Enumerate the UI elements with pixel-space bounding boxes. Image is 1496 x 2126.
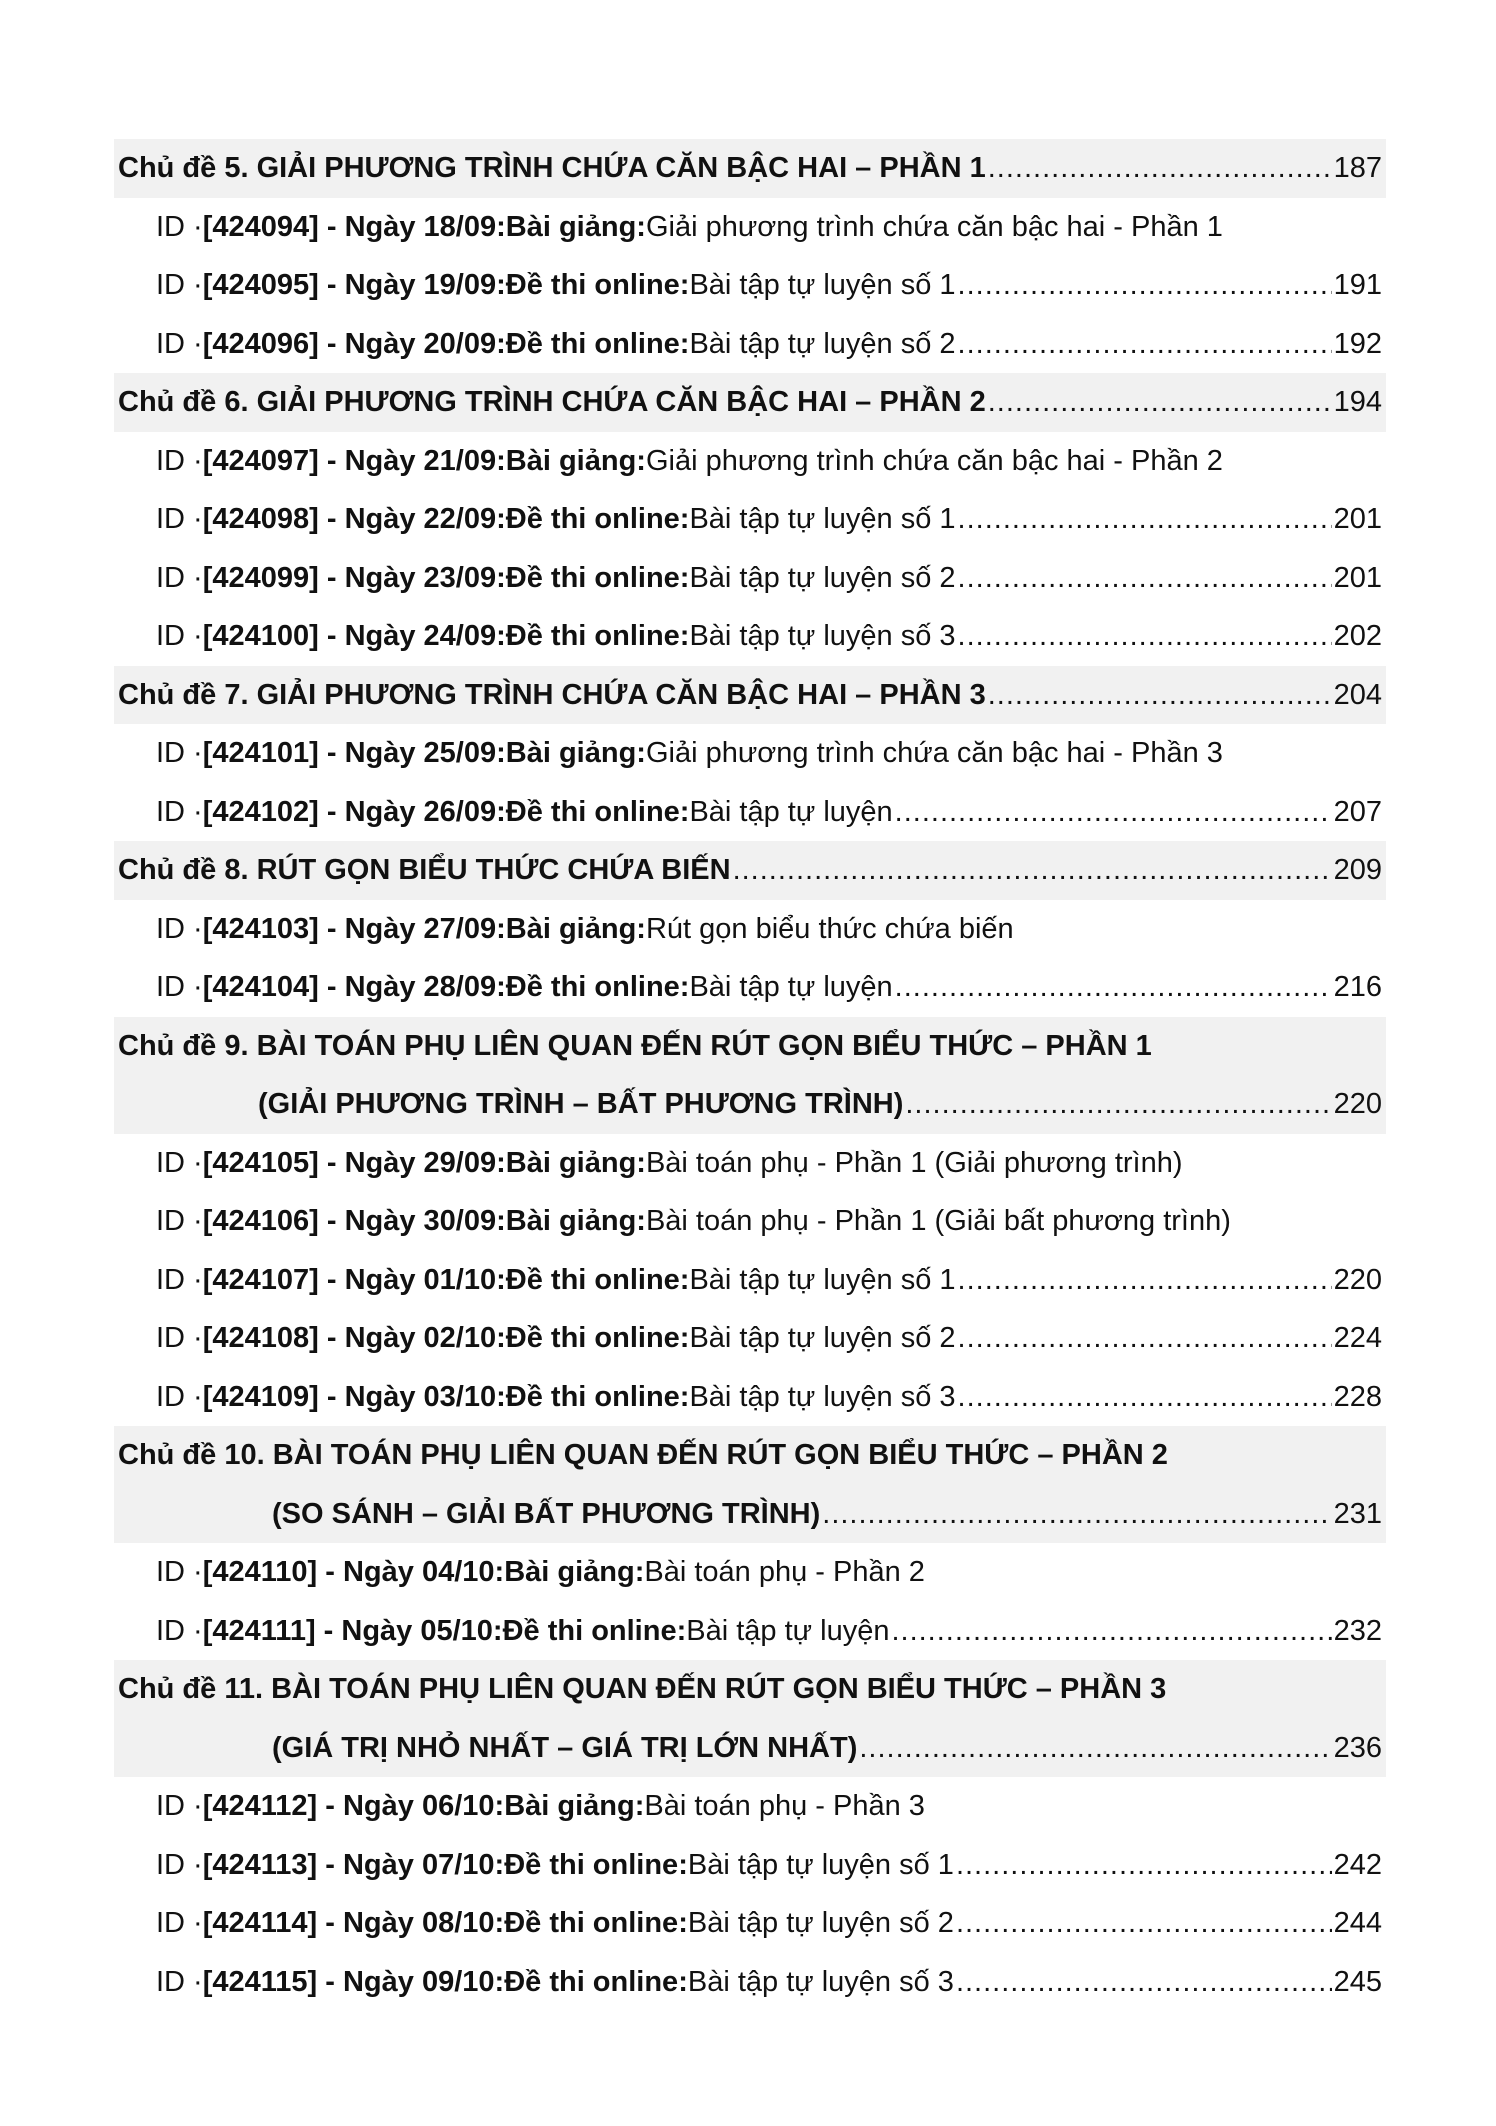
page-number: 207 [1333, 795, 1382, 828]
dot-leader [891, 1602, 1331, 1661]
lesson-kind: Đề thi online: [502, 1614, 687, 1647]
toc-chapter-heading-continued[interactable] [114, 1719, 1386, 1778]
lesson-kind: Đề thi online: [505, 561, 690, 594]
lesson-code-date: [424101] - Ngày 25/09: [202, 737, 506, 769]
toc-chapter-heading[interactable] [114, 666, 1386, 725]
lesson-code-date: [424098] - Ngày 22/09: [202, 503, 506, 535]
lesson-kind: Đề thi online: [504, 1907, 688, 1939]
lesson-title: Giải phương trình chứa căn bậc hai - Phần 1 [645, 210, 1223, 243]
toc-chapter-heading[interactable] [114, 139, 1386, 198]
lesson-kind: Đề thi online: [505, 1322, 690, 1354]
lesson-title: Bài tập tự luyện số 2 [689, 1322, 956, 1354]
lesson-kind: Đề thi online: [505, 971, 690, 1003]
chapter-title: Chủ đề 5. GIẢI PHƯƠNG TRÌNH CHỨA CĂN BẬC HAI – PHẦN 1 [118, 152, 986, 184]
lesson-id-prefix: ID · [156, 210, 203, 243]
lesson-code-date: [424099] - Ngày 23/09: [202, 561, 506, 594]
page-number: 201 [1333, 561, 1382, 594]
lesson-kind: Đề thi online: [505, 795, 690, 828]
lesson-kind: Đề thi online: [505, 503, 690, 535]
lesson-id-prefix: ID · [156, 327, 203, 360]
lesson-id-prefix: ID · [156, 561, 203, 594]
lesson-title: Bài tập tự luyện [689, 795, 893, 828]
toc-lesson-entry[interactable] [114, 1251, 1386, 1310]
lesson-title: Bài tập tự luyện số 1 [689, 269, 956, 301]
dot-leader [733, 841, 1332, 900]
chapter-title: (GIẢI PHƯƠNG TRÌNH – BẤT PHƯƠNG TRÌNH) [258, 1088, 904, 1120]
lesson-title: Bài tập tự luyện số 1 [689, 503, 956, 535]
table-of-contents [114, 139, 1386, 2011]
chapter-title: (SO SÁNH – GIẢI BẤT PHƯƠNG TRÌNH) [272, 1497, 821, 1530]
lesson-kind: Đề thi online: [504, 1965, 688, 1998]
toc-lesson-entry[interactable] [114, 1777, 1386, 1836]
page-number: 202 [1333, 620, 1382, 652]
toc-lesson-entry[interactable] [114, 958, 1386, 1017]
toc-chapter-heading[interactable] [114, 373, 1386, 432]
lesson-code-date: [424112] - Ngày 06/10: [202, 1790, 505, 1822]
lesson-id-prefix: ID · [156, 1556, 203, 1588]
lesson-title: Bài tập tự luyện [689, 971, 893, 1003]
dot-leader [958, 1309, 1332, 1368]
lesson-id-prefix: ID · [156, 912, 203, 945]
lesson-code-date: [424102] - Ngày 26/09: [202, 795, 506, 828]
lesson-title: Bài tập tự luyện số 2 [687, 1907, 954, 1939]
dot-leader [895, 958, 1332, 1017]
toc-lesson-entry[interactable] [114, 1192, 1386, 1251]
page-number: 216 [1333, 971, 1382, 1003]
page-number: 220 [1333, 1088, 1382, 1120]
toc-chapter-heading[interactable] [114, 1426, 1386, 1485]
toc-chapter-heading-continued[interactable] [114, 1485, 1386, 1544]
toc-lesson-entry[interactable] [114, 1602, 1386, 1661]
chapter-title: Chủ đề 7. GIẢI PHƯƠNG TRÌNH CHỨA CĂN BẬC HAI – PHẦN 3 [118, 678, 986, 711]
lesson-title: Rút gọn biểu thức chứa biến [645, 912, 1014, 945]
lesson-kind: Bài giảng: [505, 912, 646, 945]
lesson-code-date: [424109] - Ngày 03/10: [202, 1380, 506, 1413]
lesson-title: Bài tập tự luyện số 2 [689, 561, 956, 594]
lesson-kind: Bài giảng: [504, 1556, 645, 1588]
chapter-title: Chủ đề 6. GIẢI PHƯƠNG TRÌNH CHỨA CĂN BẬC HAI – PHẦN 2 [118, 386, 986, 418]
page-number: 245 [1333, 1965, 1382, 1998]
lesson-title: Bài tập tự luyện [686, 1614, 890, 1647]
lesson-id-prefix: ID · [156, 269, 203, 301]
lesson-code-date: [424110] - Ngày 04/10: [202, 1556, 505, 1588]
dot-leader [956, 1953, 1332, 2012]
lesson-code-date: [424103] - Ngày 27/09: [202, 912, 506, 945]
page-number: 194 [1333, 386, 1382, 418]
lesson-id-prefix: ID · [156, 1848, 203, 1881]
lesson-id-prefix: ID · [156, 503, 203, 535]
toc-lesson-entry[interactable] [114, 724, 1386, 783]
toc-lesson-entry[interactable] [114, 1953, 1386, 2012]
lesson-title: Bài tập tự luyện số 3 [687, 1965, 954, 1998]
toc-lesson-entry[interactable] [114, 315, 1386, 374]
lesson-code-date: [424094] - Ngày 18/09: [202, 210, 506, 243]
lesson-kind: Bài giảng: [504, 1790, 645, 1822]
lesson-title: Giải phương trình chứa căn bậc hai - Phần 2 [645, 444, 1223, 477]
toc-lesson-entry[interactable] [114, 607, 1386, 666]
toc-lesson-entry[interactable] [114, 256, 1386, 315]
lesson-title: Bài tập tự luyện số 2 [689, 327, 956, 360]
page-number: 204 [1333, 678, 1382, 711]
dot-leader [859, 1719, 1331, 1778]
lesson-kind: Đề thi online: [505, 1263, 690, 1296]
toc-lesson-entry[interactable] [114, 1309, 1386, 1368]
lesson-id-prefix: ID · [156, 620, 203, 652]
chapter-title: Chủ đề 8. RÚT GỌN BIỂU THỨC CHỨA BIẾN [118, 854, 731, 886]
toc-lesson-entry[interactable] [114, 549, 1386, 608]
toc-lesson-entry[interactable] [114, 1368, 1386, 1427]
lesson-id-prefix: ID · [156, 1790, 203, 1822]
lesson-code-date: [424113] - Ngày 07/10: [202, 1848, 505, 1881]
toc-lesson-entry[interactable] [114, 1894, 1386, 1953]
toc-lesson-entry[interactable] [114, 198, 1386, 257]
lesson-id-prefix: ID · [156, 795, 203, 828]
page-number: 187 [1333, 152, 1382, 184]
lesson-id-prefix: ID · [156, 1965, 203, 1998]
lesson-id-prefix: ID · [156, 1146, 203, 1179]
lesson-code-date: [424107] - Ngày 01/10: [202, 1263, 506, 1296]
lesson-id-prefix: ID · [156, 1380, 203, 1413]
dot-leader [958, 315, 1332, 374]
lesson-title: Bài tập tự luyện số 3 [689, 620, 956, 652]
dot-leader [988, 666, 1332, 725]
lesson-id-prefix: ID · [156, 1205, 203, 1237]
lesson-title: Bài toán phụ - Phần 3 [644, 1790, 925, 1822]
page-number: 191 [1333, 269, 1382, 301]
page-number: 209 [1333, 854, 1382, 886]
toc-lesson-entry[interactable] [114, 1543, 1386, 1602]
page-number: 236 [1333, 1731, 1382, 1764]
toc-chapter-heading[interactable] [114, 1660, 1386, 1719]
toc-chapter-heading[interactable] [114, 841, 1386, 900]
toc-lesson-entry[interactable] [114, 490, 1386, 549]
lesson-code-date: [424095] - Ngày 19/09: [202, 269, 506, 301]
lesson-code-date: [424100] - Ngày 24/09: [202, 620, 506, 652]
page-number: 232 [1333, 1614, 1382, 1647]
page-number: 244 [1333, 1907, 1382, 1939]
lesson-code-date: [424115] - Ngày 09/10: [202, 1965, 505, 1998]
chapter-title: Chủ đề 9. BÀI TOÁN PHỤ LIÊN QUAN ĐẾN RÚT GỌN BIỂU THỨC – PHẦN 1 [118, 1029, 1152, 1062]
lesson-kind: Bài giảng: [505, 1205, 646, 1237]
dot-leader [822, 1485, 1331, 1544]
toc-lesson-entry[interactable] [114, 432, 1386, 491]
lesson-kind: Đề thi online: [505, 1380, 690, 1413]
page-number: 220 [1333, 1263, 1382, 1296]
dot-leader [958, 1368, 1332, 1427]
lesson-code-date: [424096] - Ngày 20/09: [202, 327, 506, 360]
lesson-id-prefix: ID · [156, 1907, 203, 1939]
lesson-id-prefix: ID · [156, 1322, 203, 1354]
lesson-title: Bài toán phụ - Phần 2 [644, 1556, 925, 1588]
dot-leader [958, 490, 1332, 549]
dot-leader [958, 549, 1332, 608]
dot-leader [958, 1251, 1332, 1310]
toc-chapter-heading-continued[interactable] [114, 1075, 1386, 1134]
lesson-id-prefix: ID · [156, 737, 203, 769]
page-number: 242 [1333, 1848, 1382, 1881]
page-number: 224 [1333, 1322, 1382, 1354]
lesson-code-date: [424105] - Ngày 29/09: [202, 1146, 506, 1179]
lesson-kind: Bài giảng: [505, 1146, 646, 1179]
dot-leader [958, 607, 1332, 666]
lesson-title: Bài tập tự luyện số 1 [687, 1848, 954, 1881]
dot-leader [988, 373, 1332, 432]
lesson-code-date: [424108] - Ngày 02/10: [202, 1322, 506, 1354]
lesson-kind: Đề thi online: [505, 327, 690, 360]
lesson-title: Bài toán phụ - Phần 1 (Giải bất phương trình) [645, 1205, 1231, 1237]
toc-lesson-entry[interactable] [114, 900, 1386, 959]
lesson-id-prefix: ID · [156, 444, 203, 477]
lesson-code-date: [424106] - Ngày 30/09: [202, 1205, 506, 1237]
lesson-code-date: [424097] - Ngày 21/09: [202, 444, 506, 477]
page-number: 201 [1333, 503, 1382, 535]
lesson-code-date: [424104] - Ngày 28/09: [202, 971, 506, 1003]
dot-leader [958, 256, 1332, 315]
lesson-code-date: [424114] - Ngày 08/10: [202, 1907, 505, 1939]
lesson-kind: Đề thi online: [504, 1848, 688, 1881]
lesson-kind: Bài giảng: [505, 444, 646, 477]
lesson-id-prefix: ID · [156, 1263, 203, 1296]
chapter-title: (GIÁ TRỊ NHỎ NHẤT – GIÁ TRỊ LỚN NHẤT) [272, 1731, 858, 1764]
lesson-kind: Đề thi online: [505, 620, 690, 652]
lesson-title: Bài tập tự luyện số 3 [689, 1380, 956, 1413]
lesson-code-date: [424111] - Ngày 05/10: [202, 1614, 503, 1647]
toc-lesson-entry[interactable] [114, 1134, 1386, 1193]
toc-lesson-entry[interactable] [114, 1836, 1386, 1895]
toc-lesson-entry[interactable] [114, 783, 1386, 842]
toc-chapter-heading[interactable] [114, 1017, 1386, 1076]
dot-leader [895, 783, 1332, 842]
lesson-id-prefix: ID · [156, 971, 203, 1003]
lesson-id-prefix: ID · [156, 1614, 203, 1647]
dot-leader [905, 1075, 1331, 1134]
dot-leader [956, 1894, 1332, 1953]
page-number: 192 [1333, 327, 1382, 360]
dot-leader [956, 1836, 1332, 1895]
dot-leader [988, 139, 1332, 198]
lesson-title: Bài toán phụ - Phần 1 (Giải phương trình) [645, 1146, 1183, 1179]
page-number: 228 [1333, 1380, 1382, 1413]
page-number: 231 [1333, 1497, 1382, 1530]
lesson-title: Giải phương trình chứa căn bậc hai - Phần 3 [645, 737, 1223, 769]
lesson-title: Bài tập tự luyện số 1 [689, 1263, 956, 1296]
lesson-kind: Bài giảng: [505, 737, 646, 769]
chapter-title: Chủ đề 10. BÀI TOÁN PHỤ LIÊN QUAN ĐẾN RÚT GỌN BIỂU THỨC – PHẦN 2 [118, 1439, 1168, 1471]
lesson-kind: Bài giảng: [505, 210, 646, 243]
chapter-title: Chủ đề 11. BÀI TOÁN PHỤ LIÊN QUAN ĐẾN RÚT GỌN BIỂU THỨC – PHẦN 3 [118, 1673, 1167, 1705]
lesson-kind: Đề thi online: [505, 269, 690, 301]
